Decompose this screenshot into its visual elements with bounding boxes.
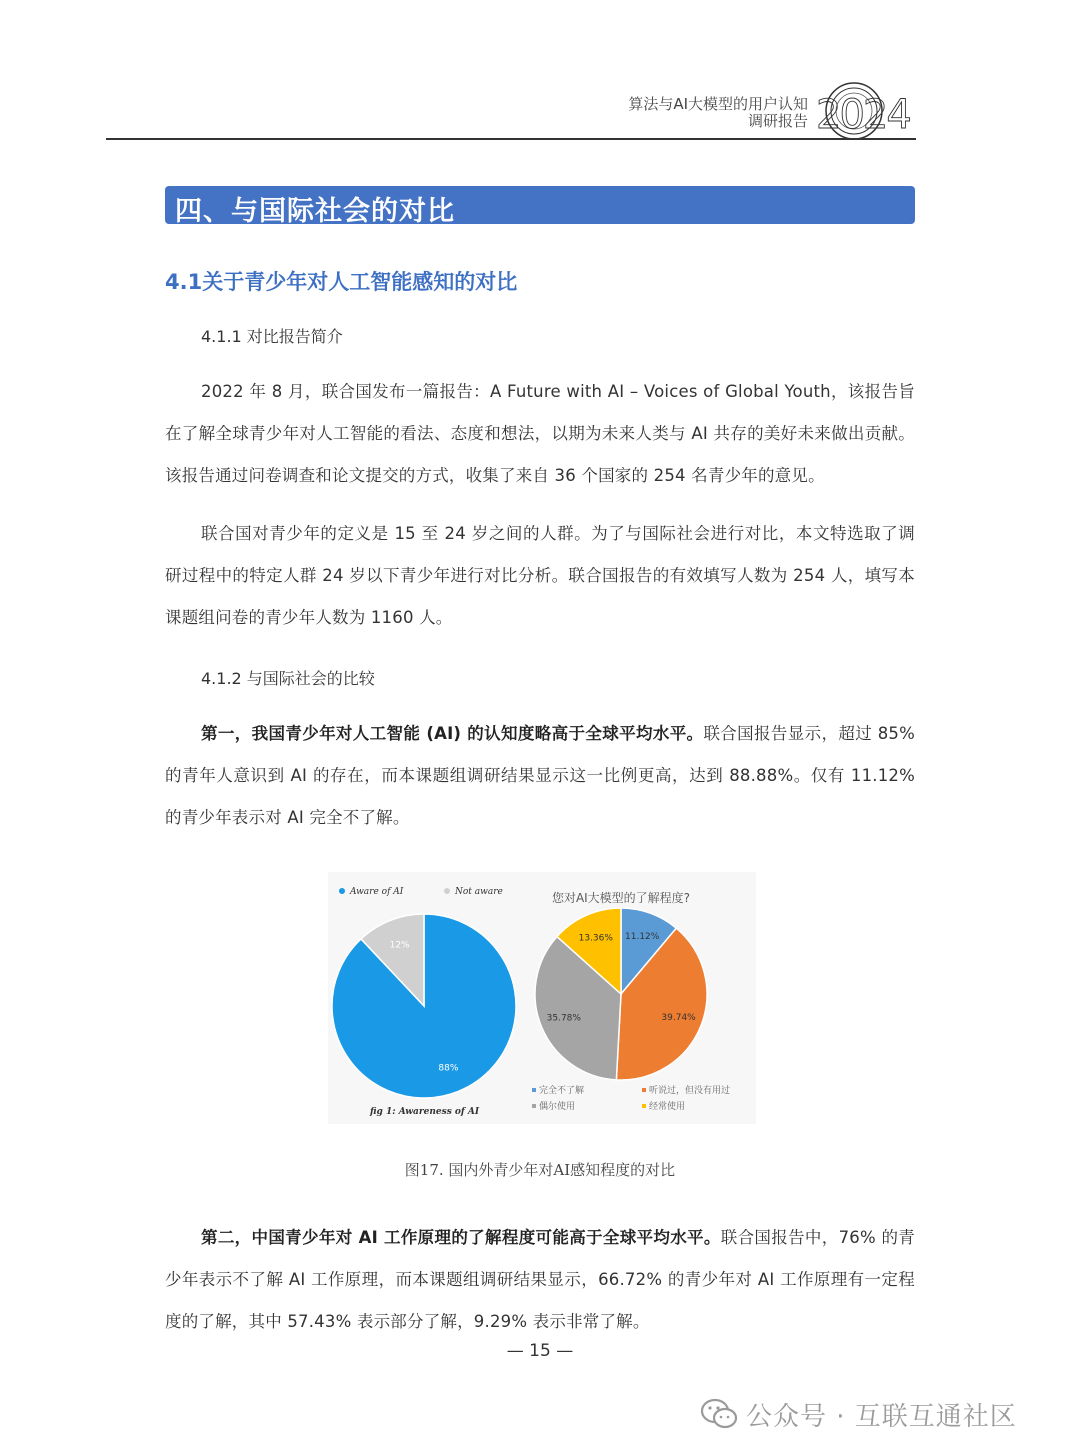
wechat-icon [700, 1398, 738, 1430]
report-title-line1: 算法与AI大模型的用户认知 [628, 95, 808, 113]
report-title-line2: 调研报告 [747, 112, 808, 130]
paragraph-3-bold: 第一，我国青少年对人工智能 (AI) 的认知度略高于全球平均水平。 [201, 724, 704, 743]
chart2-data-label-1: 39.74% [661, 1012, 696, 1023]
chart2-legend-label-0: 完全不了解 [539, 1086, 585, 1096]
chart1-legend-label-0: Aware of AI [350, 887, 404, 897]
figure-17 [328, 872, 756, 1124]
subsection-title: 4.1关于青少年对人工智能感知的对比 [165, 270, 518, 294]
paragraph-3-text: 联合国报告显示，超过 85% 的青年人意识到 AI 的存在，而本课题组调研结果显示这一比例更高，达到 88.88%。仅有 11.12% 的青少年表示对 AI 完全不了解。 [165, 724, 915, 827]
chart2-data-label-0: 11.12% [625, 931, 660, 942]
figure-caption: 图17. 国内外青少年对AI感知程度的对比 [404, 1161, 676, 1179]
paragraph-1: 2022 年 8 月，联合国发布一篇报告：A Future with AI – Voices of Global Youth，该报告旨在了解全球青少年对人工智能的看法、态度和想法，以期为未来人类与 AI 共存的美好未来做出贡献。该报告通过问卷调查和论文提交的方式，收集了来自 36 个国家的 254 名青少年的意见。 [165, 382, 915, 485]
chart2-data-label-3: 13.36% [578, 933, 613, 944]
chart1-caption: fig 1: Awareness of AI [370, 1107, 480, 1117]
chart2-legend-label-1: 听说过，但没有用过 [649, 1086, 731, 1096]
paragraph-4-bold: 第二，中国青少年对 AI 工作原理的了解程度可能高于全球平均水平。 [201, 1228, 721, 1247]
chart2-legend-label-2: 偶尔使用 [539, 1102, 576, 1112]
chart1-legend-swatch-0 [339, 888, 345, 894]
paragraph-2: 联合国对青少年的定义是 15 至 24 岁之间的人群。为了与国际社会进行对比，本文特选取了调研过程中的特定人群 24 岁以下青少年进行对比分析。联合国报告的有效填写人数为 254 人，填写本课题组问卷的青少年人数为 1160 人。 [165, 524, 915, 627]
chart1-data-label-1: 12% [389, 940, 410, 951]
chart1-legend-swatch-1 [444, 888, 450, 894]
chart2-title: 您对AI大模型的了解程度? [551, 891, 691, 905]
paragraph-3 [165, 713, 915, 839]
chart2-data-label-2: 35.78% [546, 1013, 581, 1024]
year-text: 2024 [816, 92, 910, 138]
chart2-legend-label-3: 经常使用 [649, 1102, 686, 1112]
chart2-legend-swatch-1 [642, 1088, 646, 1092]
section-banner [165, 186, 915, 227]
paragraph-4-text: 联合国报告中，76% 的青少年表示不了解 AI 工作原理，而本课题组调研结果显示，66.72% 的青少年对 AI 工作原理有一定程度的了解，其中 57.43% 表示部分了解，9.29% 表示非常了解。 [165, 1228, 915, 1331]
chart2-legend-swatch-0 [532, 1088, 536, 1092]
chart1-data-label-0: 88% [438, 1063, 459, 1074]
report-title [628, 96, 808, 130]
chart2-legend-swatch-2 [532, 1104, 536, 1108]
header-divider [106, 138, 916, 140]
chart1-legend-label-1: Not aware [455, 887, 503, 897]
page-number: — 15 — [506, 1341, 574, 1361]
section-title: 四、与国际社会的对比 [175, 196, 455, 227]
sub-heading-2: 4.1.2 与国际社会的比较 [201, 669, 375, 688]
paragraph-4 [165, 1217, 915, 1343]
watermark [700, 1394, 1060, 1434]
sub-heading-1: 4.1.1 对比报告简介 [201, 327, 343, 346]
chart2-legend-swatch-3 [642, 1104, 646, 1108]
watermark-text: 公众号 · 互联互通社区 [746, 1402, 1017, 1432]
